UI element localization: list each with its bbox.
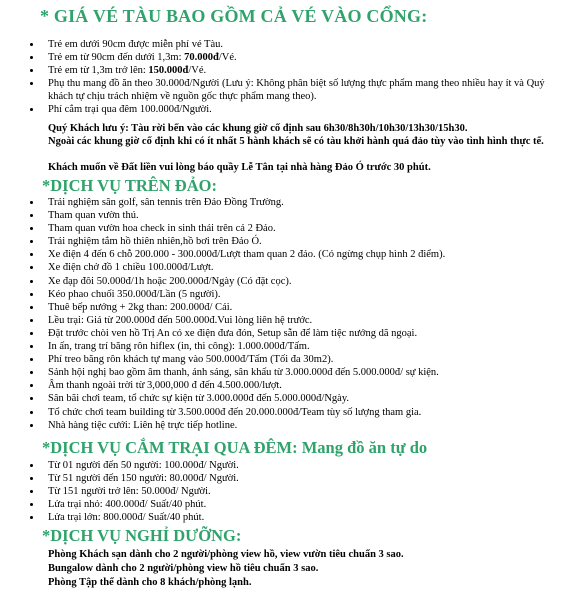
list-item: Trẻ em từ 1,3m trở lên: 150.000đ/Vé. <box>0 64 572 77</box>
list-item: Trải nghiệm tắm hồ thiên nhiên,hồ bơi trên Đảo Ó. <box>0 235 572 248</box>
ticket-list <box>0 38 572 117</box>
return-note: Khách muốn về Đất liền vui lòng báo quầy Lễ Tân tại nhà hàng Đảo Ó trước 30 phút. <box>48 162 431 173</box>
list-item: Từ 51 người đến 150 người: 80.000đ/ Người. <box>0 472 572 485</box>
list-item: Phí cắm trại qua đêm 100.000đ/Người. <box>0 103 572 116</box>
list-item: Lửa trại nhỏ: 400.000đ/ Suất/40 phút. <box>0 498 572 511</box>
list-item: Từ 151 người trở lên: 50.000đ/ Người. <box>0 485 572 498</box>
list-item: In ấn, trang trí băng rôn hiflex (in, thi công): 1.000.000đ/Tấm. <box>0 340 572 353</box>
list-item: Âm thanh ngoài trời từ 3,000,000 đ đến 4.500.000/lượt. <box>0 379 572 392</box>
list-item: Sân bãi chơi team, tổ chức sự kiện từ 3.000.000đ đến 5.000.000đ/Ngày. <box>0 392 572 405</box>
list-item: Trẻ em dưới 90cm được miễn phí vé Tàu. <box>0 38 572 51</box>
list-item: Trẻ em từ 90cm đến dưới 1,3m: 70.000đ/Vé. <box>0 51 572 64</box>
list-item: Trải nghiệm sân golf, sân tennis trên Đảo Đồng Trường. <box>0 196 572 209</box>
list-item: Phí treo băng rôn khách tự mang vào 500.000đ/Tấm (Tối đa 30m2). <box>0 353 572 366</box>
hotel-room-line: Phòng Khách sạn dành cho 2 người/phòng view hồ, view vườn tiêu chuẩn 3 sao. <box>48 549 404 560</box>
list-item: Lều trại: Giá từ 200.000đ đến 500.000đ.Vui lòng liên hệ trước. <box>0 314 572 327</box>
island-heading: *DỊCH VỤ TRÊN ĐẢO: <box>42 176 217 195</box>
ticket-heading: * GIÁ VÉ TÀU BAO GỒM CẢ VÉ VÀO CỔNG: <box>40 6 428 26</box>
list-item: Xe điện 4 đến 6 chỗ 200.000 - 300.000đ/Lượt tham quan 2 đảo. (Có ngừng chụp hình 2 điểm). <box>0 248 572 261</box>
group-room-line: Phòng Tập thể dành cho 8 khách/phòng lạnh. <box>48 577 252 588</box>
schedule-note: Quý Khách lưu ý: Tàu rời bến vào các khung giờ cố định sau 6h30/8h30h/10h30/13h30/15h30. <box>48 123 468 134</box>
departure-note: Ngoài các khung giờ cố định khi có ít nhất 5 hành khách sẽ có tàu khởi hành quá đảo tùy vào tình hình thực tế. <box>48 136 544 147</box>
list-item: Phụ thu mang đồ ăn theo 30.000đ/Người (Lưu ý: Không phân biệt số lượng thực phẩm mang theo nhiều hay ít và Quý khách tự chịu trách nhiệm về nguồn gốc thực phẩm mang theo). <box>0 77 572 103</box>
camping-heading: *DỊCH VỤ CẮM TRẠI QUA ĐÊM: Mang đồ ăn tự do <box>42 438 428 457</box>
resort-heading: *DỊCH VỤ NGHỈ DƯỠNG: <box>42 526 242 545</box>
list-item: Đặt trước chòi ven hồ Trị An có xe điện đưa đón, Setup sẵn để làm tiệc nướng dã ngoại. <box>0 327 572 340</box>
bungalow-line: Bungalow dành cho 2 người/phòng view hồ tiêu chuẩn 3 sao. <box>48 563 319 574</box>
island-list <box>0 196 572 432</box>
list-item: Từ 01 người đến 50 người: 100.000đ/ Người. <box>0 459 572 472</box>
list-item: Tổ chức chơi team building từ 3.500.000đ đến 20.000.000đ/Team tùy số lượng tham gia. <box>0 406 572 419</box>
list-item: Xe đạp đôi 50.000đ/1h hoặc 200.000đ/Ngày (Có đặt cọc). <box>0 275 572 288</box>
list-item: Lửa trại lớn: 800.000đ/ Suất/40 phút. <box>0 511 572 524</box>
list-item: Sảnh hội nghị bao gồm âm thanh, ánh sáng, sân khấu từ 3.000.000đ đến 5.000.000đ/ sự kiện. <box>0 366 572 379</box>
list-item: Tham quan vườn thú. <box>0 209 572 222</box>
list-item: Nhà hàng tiệc cưới: Liên hệ trực tiếp hotline. <box>0 419 572 432</box>
camping-list <box>0 459 572 524</box>
list-item: Xe điện chở đồ 1 chiều 100.000đ/Lượt. <box>0 261 572 274</box>
list-item: Tham quan vườn hoa check in sinh thái trên cả 2 Đảo. <box>0 222 572 235</box>
list-item: Kéo phao chuối 350.000đ/Lần (5 người). <box>0 288 572 301</box>
list-item: Thuê bếp nướng + 2kg than: 200.000đ/ Cái. <box>0 301 572 314</box>
